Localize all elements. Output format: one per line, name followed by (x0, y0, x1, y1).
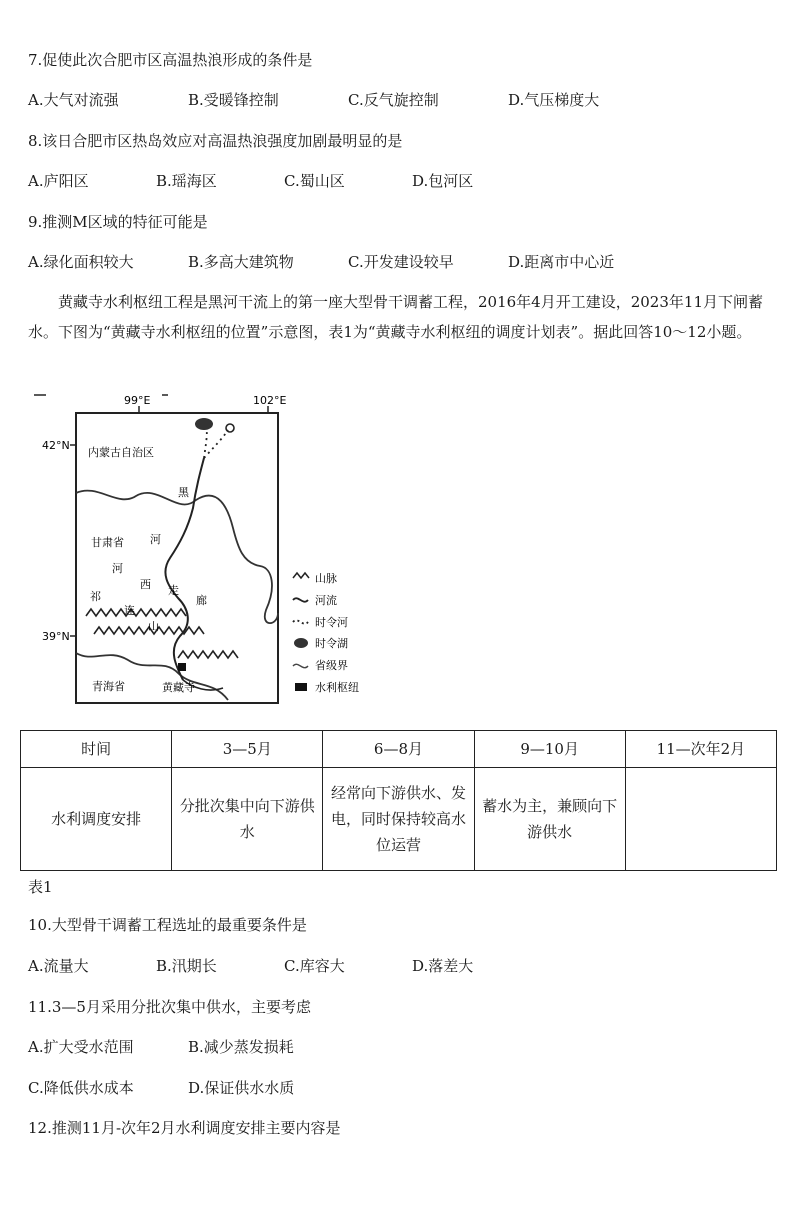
seasonal-river-west (204, 426, 207, 458)
legend-label: 省级界 (315, 659, 348, 672)
legend-label: 河流 (315, 594, 337, 607)
table-cell: 蓄水为主，兼顾向下游供水 (474, 768, 625, 871)
legend-label: 时令湖 (315, 637, 348, 650)
question-9-option-a[interactable]: A.绿化面积较大 (28, 253, 134, 271)
question-10-option-d[interactable]: D.落差大 (412, 957, 474, 975)
corridor-char: 走 (168, 584, 179, 597)
boundary-inner-mongolia-gansu (76, 491, 278, 624)
legend-seasonal-lake-symbol (294, 638, 308, 648)
lon-label: 102°E (253, 394, 287, 407)
question-9-option-d[interactable]: D.距离市中心近 (508, 253, 615, 271)
legend-label: 山脉 (315, 572, 337, 585)
question-11-option-c[interactable]: C.降低供水成本 (28, 1079, 134, 1097)
question-10-stem: 10.大型骨干调蓄工程选址的最重要条件是 (28, 916, 307, 934)
legend-label: 时令河 (315, 616, 348, 629)
corridor-char: 西 (140, 578, 151, 591)
question-11-option-b[interactable]: B.减少蒸发损耗 (188, 1038, 294, 1056)
region-label: 内蒙古自治区 (88, 446, 154, 459)
mountain-range-3 (178, 651, 238, 658)
table-header-row (21, 731, 777, 768)
river-name-char: 河 (150, 533, 161, 546)
table-row (21, 768, 777, 871)
seasonal-lake-east (226, 424, 234, 432)
table-header-cell: 6—8月 (323, 731, 474, 768)
huangzangsi-dam-marker (178, 663, 186, 671)
intro-paragraph: 黄藏寺水利枢纽工程是黑河干流上的第一座大型骨干调蓄工程，2016年4月开工建设，2023年11月下闸蓄水。下图为“黄藏寺水利枢纽的位置”示意图，表1为“黄藏寺水利枢纽的调度计划表”。据此回答10～12小题。 (28, 293, 763, 341)
question-11-option-a[interactable]: A.扩大受水范围 (28, 1038, 134, 1056)
legend-boundary-symbol (293, 664, 308, 667)
corridor-char: 廊 (196, 594, 207, 607)
seasonal-lake-west (195, 418, 213, 430)
mountain-range-1 (86, 609, 186, 616)
mountain-char: 祁 (90, 590, 101, 603)
dam-label: 黄藏寺 (162, 681, 195, 694)
schedule-table (20, 730, 777, 871)
question-7-stem: 7.促使此次合肥市区高温热浪形成的条件是 (28, 51, 313, 69)
mountain-char: 山 (148, 620, 159, 633)
region-label: 青海省 (92, 680, 125, 693)
map-legend (293, 572, 359, 694)
table-header-cell: 11—次年2月 (625, 731, 776, 768)
location-map (28, 388, 388, 708)
question-10-option-c[interactable]: C.库容大 (284, 957, 345, 975)
question-11-stem: 11.3—5月采用分批次集中供水，主要考虑 (28, 998, 311, 1016)
legend-label: 水利枢纽 (315, 681, 359, 694)
table-header-cell: 时间 (21, 731, 172, 768)
table-cell (625, 768, 776, 871)
table-caption: 表1 (28, 878, 53, 896)
table-cell: 分批次集中向下游供水 (172, 768, 323, 871)
question-9-option-c[interactable]: C.开发建设较早 (348, 253, 454, 271)
question-7-option-a[interactable]: A.大气对流强 (28, 91, 119, 109)
question-7-option-d[interactable]: D.气压梯度大 (508, 91, 600, 109)
lon-label: 99°E (124, 394, 151, 407)
question-8-option-a[interactable]: A.庐阳区 (28, 172, 89, 190)
lat-label: 42°N (42, 439, 70, 452)
question-10-option-a[interactable]: A.流量大 (28, 957, 89, 975)
mountain-char: 连 (124, 604, 135, 617)
region-label: 甘肃省 (91, 536, 124, 549)
question-8-option-b[interactable]: B.瑶海区 (156, 172, 217, 190)
question-11-option-d[interactable]: D.保证供水水质 (188, 1079, 295, 1097)
legend-river-symbol (293, 598, 308, 601)
legend-seasonal-river-symbol (293, 620, 308, 623)
river-name-char: 黑 (178, 486, 189, 499)
lat-label: 39°N (42, 630, 70, 643)
question-9-option-b[interactable]: B.多高大建筑物 (188, 253, 294, 271)
question-10-option-b[interactable]: B.汛期长 (156, 957, 217, 975)
question-7-option-c[interactable]: C.反气旋控制 (348, 91, 439, 109)
corridor-char: 河 (112, 562, 123, 575)
question-9-stem: 9.推测M区域的特征可能是 (28, 213, 208, 231)
question-8-option-c[interactable]: C.蜀山区 (284, 172, 345, 190)
legend-mountain-symbol (293, 573, 309, 578)
seasonal-river-east (204, 430, 228, 458)
table-row-label: 水利调度安排 (21, 768, 172, 871)
table-header-cell: 3—5月 (172, 731, 323, 768)
question-12-stem: 12.推测11月-次年2月水利调度安排主要内容是 (28, 1119, 341, 1137)
table-cell: 经常向下游供水、发电，同时保持较高水位运营 (323, 768, 474, 871)
table-header-cell: 9—10月 (474, 731, 625, 768)
question-8-stem: 8.该日合肥市区热岛效应对高温热浪强度加剧最明显的是 (28, 132, 403, 150)
legend-dam-symbol (295, 683, 307, 691)
question-8-option-d[interactable]: D.包河区 (412, 172, 474, 190)
question-7-option-b[interactable]: B.受暖锋控制 (188, 91, 279, 109)
